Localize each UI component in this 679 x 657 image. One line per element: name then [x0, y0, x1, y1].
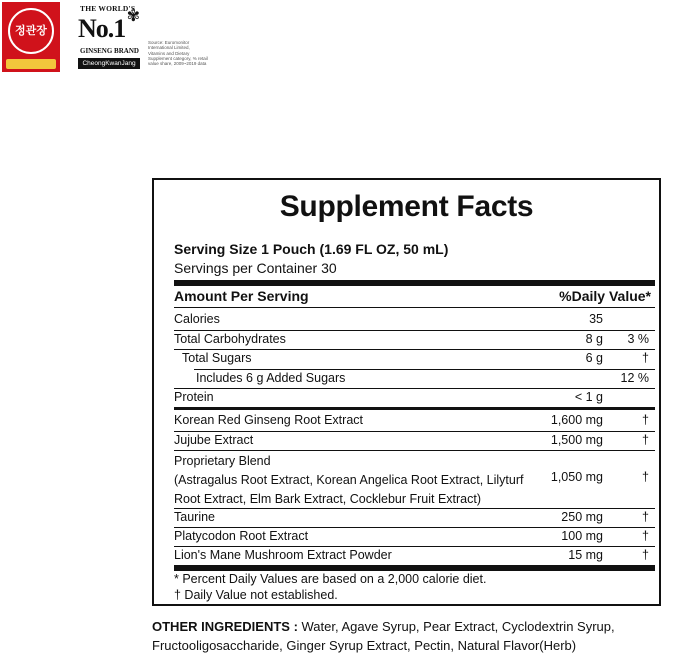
footnote-not-established: † Daily Value not established. — [174, 588, 338, 602]
rule — [174, 349, 655, 350]
amount-per-serving-header: Amount Per Serving — [174, 288, 309, 304]
footnote-daily-values: * Percent Daily Values are based on a 2,000 calorie diet. — [174, 572, 487, 586]
ingredient-dv: † — [642, 548, 649, 562]
other-ingredients-text: Water, Agave Syrup, Pear Extract, Cyclodextrin Syrup, Fructooligosaccharide, Ginger Syrup Extract, Pectin, Natural Flavor(Herb) — [152, 619, 615, 653]
blend-components-line2: Root Extract, Elm Bark Extract, Cocklebur Fruit Extract) — [174, 492, 482, 506]
ingredient-amount: 250 mg — [561, 510, 603, 524]
rule — [174, 546, 655, 547]
nutrient-amount: < 1 g — [574, 390, 603, 404]
rule — [174, 508, 655, 509]
brand-logo — [2, 2, 60, 72]
rule — [194, 369, 655, 370]
supplement-facts-panel — [152, 178, 661, 606]
ingredient-amount: 1,600 mg — [550, 413, 603, 427]
thick-rule — [174, 280, 655, 286]
nutrient-amount: 35 — [589, 312, 603, 326]
daily-value-header: %Daily Value* — [559, 288, 651, 304]
section-rule — [174, 407, 655, 410]
badge-bar: CheongKwanJang — [78, 58, 140, 69]
logo-ribbon — [6, 59, 56, 69]
nutrient-dv: 3 % — [627, 332, 649, 346]
rule — [174, 330, 655, 331]
nutrient-dv: † — [642, 351, 649, 365]
ingredient-amount: 1,500 mg — [550, 433, 603, 447]
ingredient-amount: 15 mg — [568, 548, 603, 562]
ingredient-name: Lion's Mane Mushroom Extract Powder — [174, 548, 392, 562]
facts-title: Supplement Facts — [279, 190, 534, 223]
source-note: Source: Euromonitor International Limited, Vitamins and Dietary Supplement category, % retail value share, 2009~2019 data — [148, 40, 208, 67]
blend-components-line1: (Astragalus Root Extract, Korean Angelica Root Extract, Lilyturf — [174, 473, 524, 487]
badge-line3: GINSENG BRAND — [80, 47, 139, 55]
rule — [174, 307, 655, 308]
brand-seal: 정관장 — [8, 8, 54, 54]
ingredient-dv: † — [642, 510, 649, 524]
ingredient-name: Korean Red Ginseng Root Extract — [174, 413, 363, 427]
badge-line1: THE WORLD'S — [80, 4, 136, 13]
blend-amount: 1,050 mg — [550, 470, 603, 484]
rule — [174, 450, 655, 451]
ginseng-leaf-icon: ✾ — [126, 8, 140, 25]
ingredient-name: Taurine — [174, 510, 215, 524]
ingredient-amount: 100 mg — [561, 529, 603, 543]
ingredient-name: Jujube Extract — [174, 433, 254, 447]
rule — [174, 527, 655, 528]
serving-size: Serving Size 1 Pouch (1.69 FL OZ, 50 mL) — [174, 241, 449, 257]
proprietary-blend — [174, 452, 534, 509]
rule — [174, 431, 655, 432]
thick-rule — [174, 565, 655, 571]
ingredient-dv: † — [642, 529, 649, 543]
no1-badge — [72, 2, 144, 74]
ingredient-dv: † — [642, 413, 649, 427]
other-ingredients — [152, 617, 677, 655]
blend-title: Proprietary Blend — [174, 454, 271, 468]
other-ingredients-label: OTHER INGREDIENTS : — [152, 619, 298, 634]
badge-line2: No.1 — [78, 14, 126, 43]
nutrient-name: Protein — [174, 390, 214, 404]
ingredient-name: Platycodon Root Extract — [174, 529, 309, 543]
nutrient-amount: 6 g — [585, 351, 603, 365]
blend-dv: † — [642, 470, 649, 484]
nutrient-name: Total Carbohydrates — [174, 332, 286, 346]
nutrient-dv: 12 % — [620, 371, 649, 385]
rule — [174, 388, 655, 389]
ingredient-dv: † — [642, 433, 649, 447]
nutrient-name: Total Sugars — [182, 351, 252, 365]
nutrient-name: Calories — [174, 312, 220, 326]
nutrient-amount: 8 g — [585, 332, 603, 346]
nutrient-name: Includes 6 g Added Sugars — [196, 371, 346, 385]
servings-per-container: Servings per Container 30 — [174, 260, 337, 276]
